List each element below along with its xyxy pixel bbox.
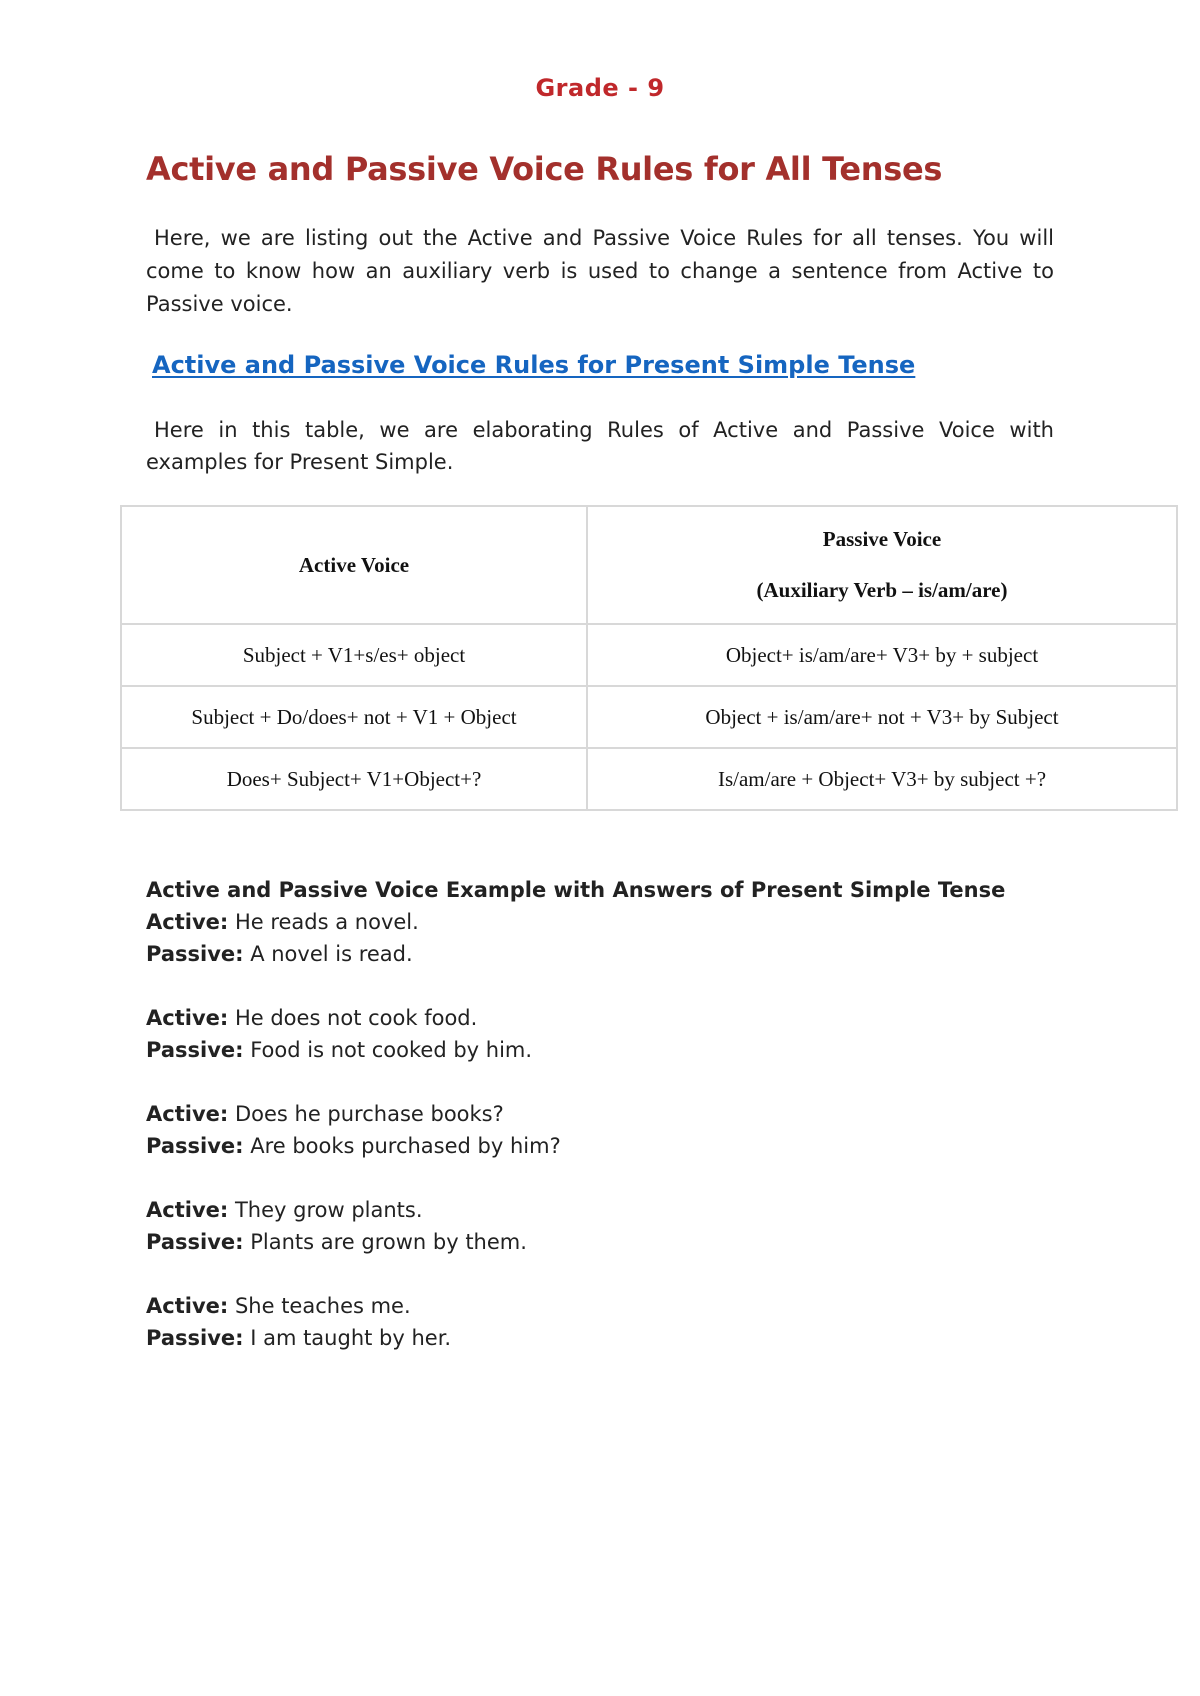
header-passive-voice (587, 506, 1177, 624)
section-heading-link[interactable]: Active and Passive Voice Rules for Present Simple Tense (152, 351, 916, 379)
active-example (146, 906, 1046, 938)
rules-table (120, 505, 1178, 811)
active-sentence: He does not cook food. (228, 1006, 478, 1030)
passive-example (146, 1034, 1046, 1066)
page-title: Active and Passive Voice Rules for All Tenses (146, 150, 943, 188)
passive-sentence: Are books purchased by him? (243, 1134, 561, 1158)
passive-example (146, 1322, 1046, 1354)
passive-label: Passive: (146, 942, 244, 966)
example-pair (146, 906, 1046, 970)
active-example (146, 1194, 1046, 1226)
intro-paragraph: Here, we are listing out the Active and Passive Voice Rules for all tenses. You will come to know how an auxiliary verb is used to change a sentence from Active to Passive voice. (146, 226, 1054, 316)
table-row (121, 686, 1177, 748)
passive-label: Passive: (146, 1134, 244, 1158)
example-pair (146, 1098, 1046, 1162)
active-label: Active: (146, 1198, 229, 1222)
grade-label: Grade - 9 (535, 74, 665, 102)
active-label: Active: (146, 910, 229, 934)
header-active-voice: Active Voice (121, 506, 587, 624)
active-label: Active: (146, 1102, 229, 1126)
examples-heading: Active and Passive Voice Example with Answers of Present Simple Tense (146, 878, 1006, 902)
active-label: Active: (146, 1294, 229, 1318)
active-rule-cell: Subject + Do/does+ not + V1 + Object (121, 686, 587, 748)
passive-label: Passive: (146, 1230, 244, 1254)
example-pair (146, 1290, 1046, 1354)
passive-sentence: I am taught by her. (243, 1326, 452, 1350)
header-passive-subtitle: (Auxiliary Verb – is/am/are) (756, 578, 1008, 602)
active-example (146, 1290, 1046, 1322)
passive-label: Passive: (146, 1326, 244, 1350)
active-example (146, 1098, 1046, 1130)
example-pair (146, 1194, 1046, 1258)
passive-example (146, 938, 1046, 970)
active-sentence: They grow plants. (228, 1198, 423, 1222)
table-row (121, 748, 1177, 810)
active-rule-cell: Subject + V1+s/es+ object (121, 624, 587, 686)
passive-label: Passive: (146, 1038, 244, 1062)
passive-sentence: Food is not cooked by him. (243, 1038, 533, 1062)
example-pair (146, 1002, 1046, 1066)
examples-section (146, 874, 1046, 1386)
passive-sentence: Plants are grown by them. (243, 1230, 527, 1254)
active-sentence: He reads a novel. (228, 910, 419, 934)
active-label: Active: (146, 1006, 229, 1030)
header-passive-title: Passive Voice (822, 527, 942, 551)
table-row (121, 624, 1177, 686)
passive-example (146, 1130, 1046, 1162)
active-rule-cell: Does+ Subject+ V1+Object+? (121, 748, 587, 810)
passive-rule-cell: Object+ is/am/are+ V3+ by + subject (587, 624, 1177, 686)
table-header-row (121, 506, 1177, 624)
active-sentence: Does he purchase books? (228, 1102, 504, 1126)
passive-example (146, 1226, 1046, 1258)
passive-rule-cell: Object + is/am/are+ not + V3+ by Subject (587, 686, 1177, 748)
passive-rule-cell: Is/am/are + Object+ V3+ by subject +? (587, 748, 1177, 810)
passive-sentence: A novel is read. (243, 942, 413, 966)
table-intro-paragraph: Here in this table, we are elaborating Rules of Active and Passive Voice with examples for Present Simple. (146, 418, 1054, 474)
active-sentence: She teaches me. (228, 1294, 411, 1318)
active-example (146, 1002, 1046, 1034)
